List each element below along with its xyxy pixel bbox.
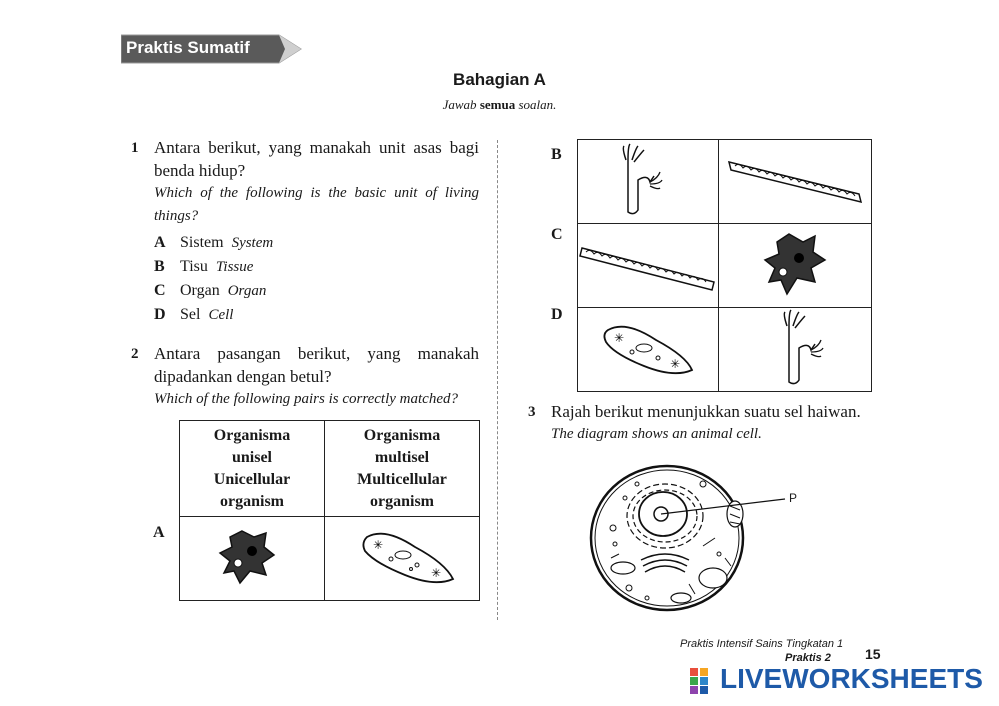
hydra-icon bbox=[578, 140, 718, 218]
question-1-options bbox=[154, 231, 273, 327]
cell-c-unicellular bbox=[578, 224, 719, 308]
option-c[interactable]: C Organ Organ bbox=[154, 282, 267, 299]
option-a[interactable]: A Sistem System bbox=[154, 234, 274, 251]
section-badge-label: Praktis Sumatif bbox=[126, 38, 250, 57]
cell-b-unicellular bbox=[578, 140, 719, 224]
question-2-translation: Which of the following pairs is correctly matched? bbox=[154, 391, 458, 407]
page-title: Bahagian A bbox=[453, 70, 546, 89]
question-2 bbox=[154, 342, 479, 411]
page-number: 15 bbox=[865, 646, 881, 662]
svg-text:✳: ✳ bbox=[614, 331, 625, 345]
liveworksheets-brand[interactable]: LIVEWORKSHEETS bbox=[720, 663, 983, 694]
row-label-c: C bbox=[551, 226, 563, 243]
cell-d-unicellular bbox=[578, 308, 719, 392]
row-label-d: D bbox=[551, 306, 563, 323]
cell-b-multicellular bbox=[719, 140, 872, 224]
cell-a-multicellular bbox=[325, 517, 480, 601]
svg-text:✳: ✳ bbox=[373, 538, 384, 552]
footer-book-title: Praktis Intensif Sains Tingkatan 1 bbox=[680, 638, 844, 650]
question-3-translation: The diagram shows an animal cell. bbox=[551, 426, 762, 442]
question-2-table-bcd bbox=[577, 139, 872, 392]
question-1-number: 1 bbox=[131, 140, 139, 156]
label-p: P bbox=[789, 491, 798, 505]
question-3-number: 3 bbox=[528, 404, 536, 420]
hydra-icon bbox=[719, 308, 871, 386]
question-2-table-a bbox=[179, 420, 480, 601]
paramecium-icon bbox=[578, 308, 718, 386]
cell-d-multicellular bbox=[719, 308, 872, 392]
paramecium-icon bbox=[325, 517, 479, 595]
row-label-b: B bbox=[551, 146, 562, 163]
question-1-translation-line2: things? bbox=[154, 208, 199, 224]
option-d[interactable]: D Sel Cell bbox=[154, 306, 234, 323]
option-b[interactable]: B Tisu Tissue bbox=[154, 258, 254, 275]
header-multicellular: Organisma multisel Multicellular organism bbox=[325, 421, 480, 517]
liveworksheets-logo-icon bbox=[690, 668, 718, 694]
question-2-text-line1: Antara pasangan berikut, yang manakah bbox=[154, 344, 479, 363]
question-1 bbox=[154, 136, 479, 228]
question-2-number: 2 bbox=[131, 346, 139, 362]
svg-text:✳: ✳ bbox=[670, 357, 681, 371]
question-1-text-line2: benda hidup? bbox=[154, 161, 246, 180]
row-label-a: A bbox=[153, 524, 165, 541]
question-2-text-line2: dipadankan dengan betul? bbox=[154, 367, 332, 386]
spirogyra-icon bbox=[578, 224, 718, 302]
header-unicellular: Organisma unisel Unicellular organism bbox=[180, 421, 325, 517]
amoeba-icon bbox=[180, 517, 324, 595]
column-divider bbox=[497, 140, 498, 620]
footer-practice: Praktis 2 bbox=[785, 652, 831, 664]
spirogyra-icon bbox=[719, 140, 871, 218]
instruction: Jawab semua soalan. bbox=[442, 97, 557, 112]
question-1-text-line1: Antara berikut, yang manakah unit asas bagi bbox=[154, 138, 479, 157]
cell-c-multicellular bbox=[719, 224, 872, 308]
animal-cell-diagram bbox=[585, 458, 815, 620]
cell-a-unicellular bbox=[180, 517, 325, 601]
question-3 bbox=[551, 400, 881, 446]
amoeba-icon bbox=[719, 224, 871, 302]
question-3-text: Rajah berikut menunjukkan suatu sel haiwan. bbox=[551, 402, 861, 421]
question-1-translation-line1: Which of the following is the basic unit of living bbox=[154, 185, 479, 201]
svg-text:✳: ✳ bbox=[431, 566, 442, 580]
